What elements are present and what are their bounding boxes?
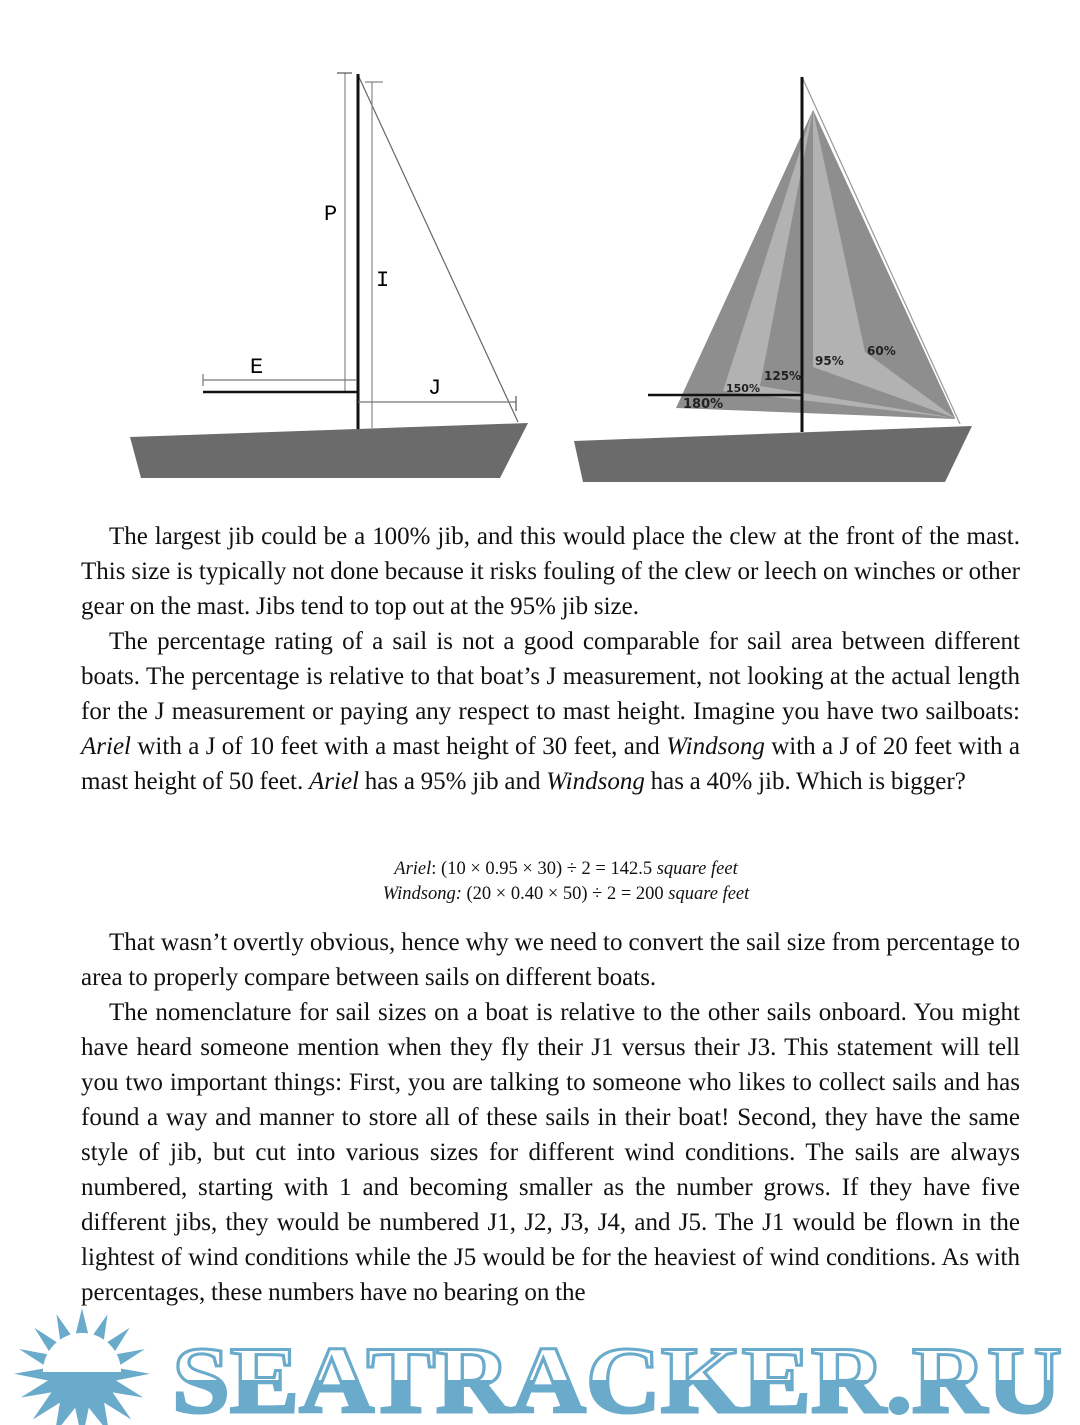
label-150: 150%: [726, 382, 760, 395]
boat-name: Ariel: [394, 859, 432, 879]
label-j: J: [428, 376, 442, 401]
forestay: [358, 75, 518, 422]
sail-diagrams: [0, 0, 1080, 500]
hull: [130, 423, 528, 478]
label-i: I: [376, 268, 390, 293]
watermark: [0, 1320, 1080, 1425]
boat-name: Ariel: [309, 768, 359, 795]
body-text-lower: [81, 925, 1020, 1310]
paragraph: The nomenclature for sail sizes on a boat is relative to the other sails onboard. You might have heard someone mention when they fly their J1 versus their J3. This statement will tell you two important things: First, you are talking to someone who likes to collect sails and has found a way and manner to store all of these sails in their boat! Second, they have the same style of jib, but cut into various sizes for different wind conditions. The sails are always numbered, starting with 1 and becoming smaller as the number grows. If they have five different jibs, they would be numbered J1, J2, J3, J4, and J5. The J1 would be flown in the lightest of wind conditions while the J5 would be for the heaviest of wind conditions. As with percentages, these numbers have no bearing on the: [81, 999, 1020, 1306]
paragraph: The largest jib could be a 100% jib, and this would place the clew at the front of the mast. This size is typically not done because it risks fouling of the clew or leech on winches or other gear on the mast. Jibs tend to top out at the 95% jib size.: [81, 523, 1020, 620]
label-95: 95%: [815, 354, 844, 368]
rig-dimensions-diagram: [130, 73, 528, 478]
text: has a 95% jib and: [359, 768, 547, 795]
watermark-text: SEATRACKER.RU: [172, 1327, 1062, 1425]
paragraph: [81, 624, 1020, 799]
hull: [574, 426, 972, 482]
expression: (20 × 0.40 × 50) ÷ 2 = 200: [466, 884, 669, 904]
label-60: 60%: [867, 344, 896, 358]
boat-name: Windsong:: [382, 884, 462, 904]
boat-name: Windsong: [666, 733, 765, 760]
separator: :: [431, 859, 442, 879]
formula-ariel: [0, 857, 1080, 882]
label-180: 180%: [683, 397, 724, 412]
jib-percentage-diagram: [574, 77, 972, 482]
boat-name: Ariel: [81, 733, 131, 760]
unit: square feet: [668, 884, 750, 904]
sun-logo-icon: [14, 1308, 150, 1425]
expression: (10 × 0.95 × 30) ÷ 2 = 142.5: [441, 859, 657, 879]
body-text-upper: [81, 519, 1020, 799]
text: with a J of 10 feet with a mast height of 30 feet, and: [131, 733, 667, 760]
unit: square feet: [656, 859, 738, 879]
paragraph: That wasn’t overtly obvious, hence why we need to convert the sail size from percentage to area to properly compare between sails on different boats.: [81, 929, 1020, 991]
label-125: 125%: [764, 369, 802, 383]
text: The percentage rating of a sail is not a good comparable for sail area between different boats. The percentage is relative to that boat’s J measurement, not looking at the actual length for the J measurement or paying any respect to mast height. Imagine you have two sailboats:: [81, 628, 1020, 725]
boat-name: Windsong: [546, 768, 645, 795]
text: with a J of 20 feet with a mast height of 50 feet.: [81, 733, 1020, 795]
formulas: [0, 857, 1080, 907]
label-p: P: [324, 202, 338, 227]
formula-windsong: [0, 882, 1080, 907]
label-e: E: [250, 355, 264, 380]
text: has a 40% jib. Which is bigger?: [644, 768, 966, 795]
